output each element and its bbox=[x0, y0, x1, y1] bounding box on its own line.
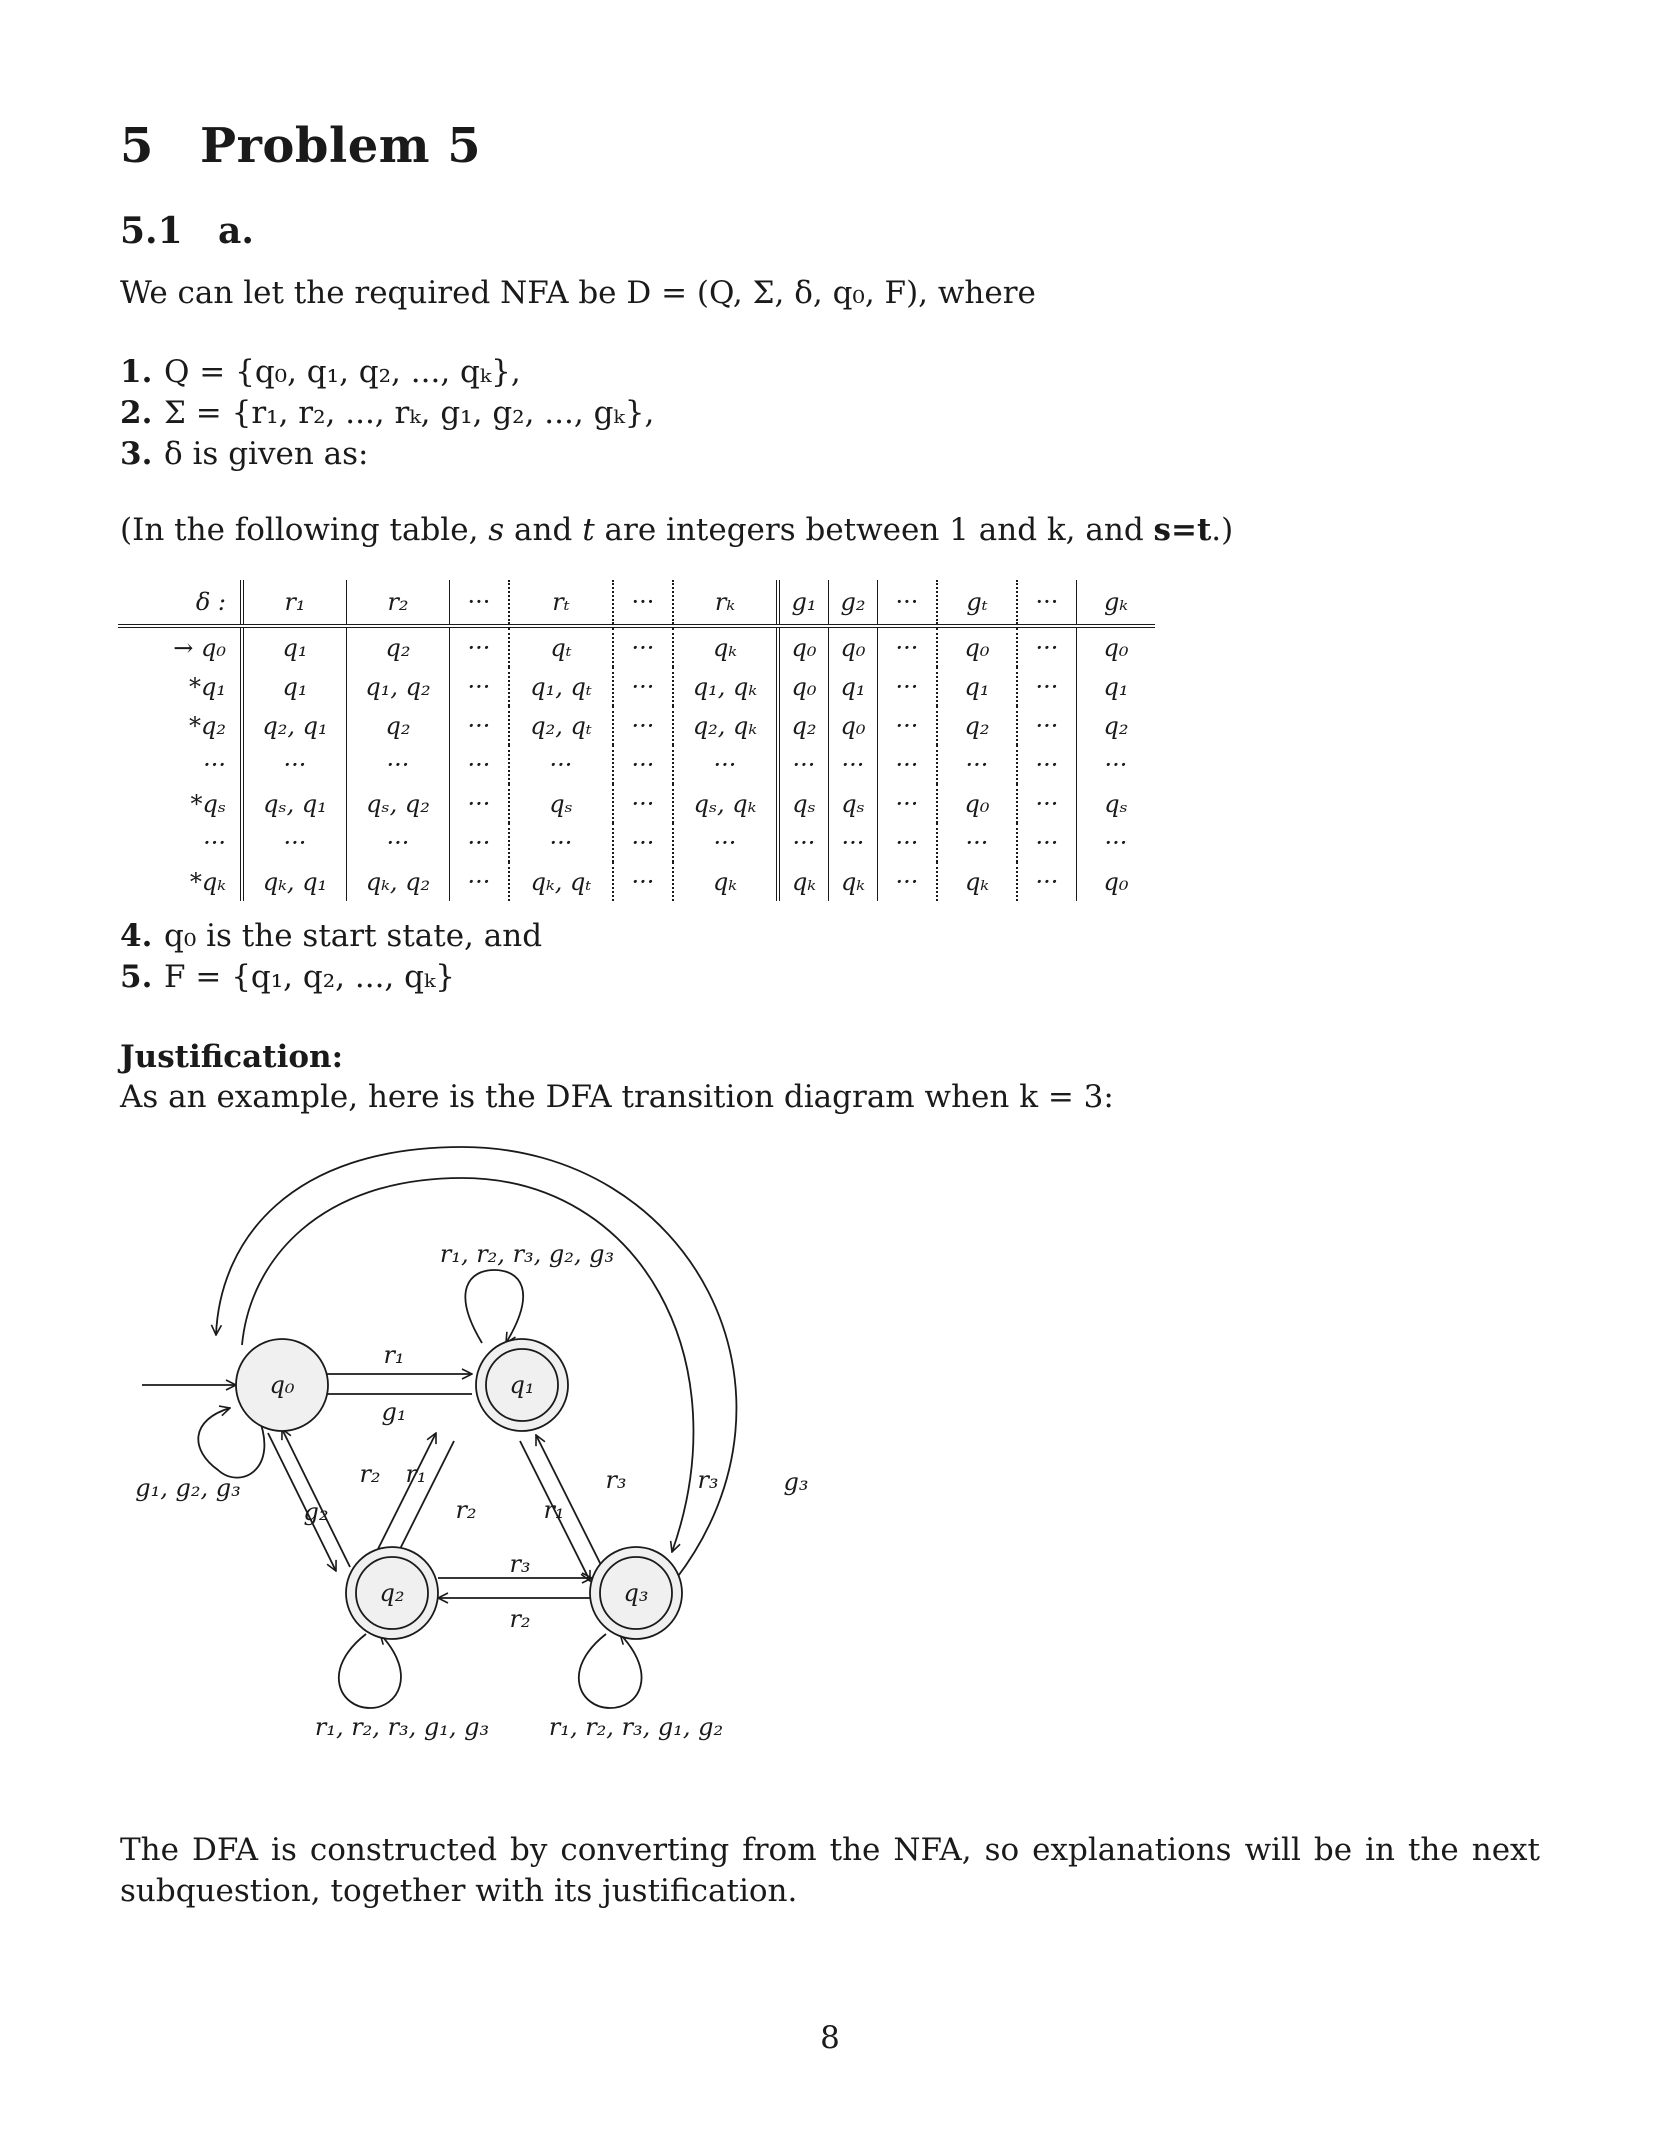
table-row bbox=[118, 823, 1155, 862]
list-item bbox=[120, 957, 542, 998]
table-cell: q₀ bbox=[778, 667, 829, 706]
label-q2-self: r₁, r₂, r₃, g₁, g₃ bbox=[314, 1713, 490, 1741]
table-cell: q₂ bbox=[1077, 706, 1156, 745]
table-cell: q₂, qₖ bbox=[673, 706, 778, 745]
table-row bbox=[118, 784, 1155, 823]
table-header: gₖ bbox=[1077, 580, 1156, 626]
table-header: r₁ bbox=[242, 580, 347, 626]
table-header: g₂ bbox=[829, 580, 878, 626]
label-q0-q3: r₃ bbox=[697, 1466, 719, 1494]
table-cell: ··· bbox=[778, 745, 829, 784]
table-cell: qₖ bbox=[673, 626, 778, 667]
list-item-text: q₀ is the start state, and bbox=[164, 918, 543, 954]
table-cell: q₂ bbox=[347, 626, 450, 667]
table-cell: qₛ, q₁ bbox=[242, 784, 347, 823]
table-cell: ··· bbox=[347, 823, 450, 862]
state-label-q0: q₀ bbox=[269, 1371, 295, 1399]
table-cell: q₁, q₂ bbox=[347, 667, 450, 706]
table-cell: q₀ bbox=[1077, 626, 1156, 667]
list-item-text: Q = {q₀, q₁, q₂, ..., qₖ}, bbox=[164, 354, 521, 390]
table-row bbox=[118, 862, 1155, 901]
section-number: 5 bbox=[120, 118, 154, 174]
label-q0-q2: r₂ bbox=[359, 1460, 381, 1488]
table-cell: ··· bbox=[450, 823, 510, 862]
table-cell: ··· bbox=[1017, 745, 1077, 784]
table-cell: q₁ bbox=[1077, 667, 1156, 706]
list-item-number: 5. bbox=[120, 959, 153, 995]
self-loop-q3 bbox=[579, 1634, 642, 1708]
table-cell: ··· bbox=[613, 626, 673, 667]
table-cell: qₜ bbox=[509, 626, 613, 667]
label-q3-q2: r₂ bbox=[509, 1605, 531, 1633]
definition-list-bottom bbox=[120, 916, 542, 998]
table-cell: q₁ bbox=[242, 667, 347, 706]
note-var-s: s bbox=[488, 512, 505, 548]
note-middle: are integers between 1 and k, and bbox=[594, 512, 1154, 548]
table-cell: qₖ bbox=[937, 862, 1017, 901]
table-cell: ··· bbox=[242, 823, 347, 862]
table-cell: q₀ bbox=[829, 626, 878, 667]
table-cell: q₂ bbox=[937, 706, 1017, 745]
table-cell: ··· bbox=[347, 745, 450, 784]
list-item bbox=[120, 434, 654, 475]
table-cell: q₁ bbox=[829, 667, 878, 706]
label-q1-q3: r₃ bbox=[605, 1466, 627, 1494]
table-cell: ··· bbox=[878, 823, 938, 862]
table-cell: qₖ bbox=[829, 862, 878, 901]
table-corner: δ : bbox=[118, 580, 242, 626]
table-cell: ··· bbox=[450, 862, 510, 901]
list-item-number: 1. bbox=[120, 354, 153, 390]
label-q0-q1: r₁ bbox=[383, 1341, 405, 1369]
label-q3-self: r₁, r₂, r₃, g₁, g₂ bbox=[548, 1713, 724, 1741]
table-cell: qₖ, q₂ bbox=[347, 862, 450, 901]
table-cell: qₖ bbox=[778, 862, 829, 901]
label-q3-q0: g₃ bbox=[783, 1468, 809, 1496]
table-cell: ··· bbox=[878, 784, 938, 823]
list-item-text: δ is given as: bbox=[164, 436, 369, 472]
table-cell: qₛ bbox=[509, 784, 613, 823]
table-cell: ··· bbox=[878, 706, 938, 745]
table-cell: ··· bbox=[829, 823, 878, 862]
table-cell: qₛ bbox=[778, 784, 829, 823]
table-header: ··· bbox=[878, 580, 938, 626]
table-cell: ··· bbox=[242, 745, 347, 784]
table-cell: qₛ bbox=[1077, 784, 1156, 823]
table-row-state: ··· bbox=[203, 828, 226, 857]
table-cell: ··· bbox=[878, 745, 938, 784]
table-cell: ··· bbox=[509, 745, 613, 784]
table-cell: q₁ bbox=[242, 626, 347, 667]
table-cell: ··· bbox=[450, 706, 510, 745]
table-cell: ··· bbox=[937, 745, 1017, 784]
self-loop-q1 bbox=[465, 1270, 523, 1343]
table-cell: q₂ bbox=[778, 706, 829, 745]
table-row-state: ··· bbox=[203, 750, 226, 779]
list-item bbox=[120, 916, 542, 957]
table-cell: ··· bbox=[613, 862, 673, 901]
label-q0-self: g₁, g₂, g₃ bbox=[135, 1474, 241, 1502]
table-note bbox=[120, 510, 1233, 551]
table-header: ··· bbox=[613, 580, 673, 626]
table-cell: ··· bbox=[1017, 862, 1077, 901]
table-row-state: *q₂ bbox=[189, 711, 226, 740]
section-title bbox=[120, 118, 481, 174]
table-cell: q₁ bbox=[937, 667, 1017, 706]
list-item-number: 4. bbox=[120, 918, 153, 954]
label-q3-q1: r₁ bbox=[543, 1496, 565, 1524]
table-cell: qₖ, q₁ bbox=[242, 862, 347, 901]
table-header: g₁ bbox=[778, 580, 829, 626]
note-suffix: .) bbox=[1211, 512, 1234, 548]
table-cell: q₀ bbox=[1077, 862, 1156, 901]
section-heading: Problem 5 bbox=[200, 118, 482, 174]
table-header: ··· bbox=[1017, 580, 1077, 626]
table-cell: ··· bbox=[1017, 667, 1077, 706]
table-header: gₜ bbox=[937, 580, 1017, 626]
table-row bbox=[118, 626, 1155, 667]
table-cell: q₂, qₜ bbox=[509, 706, 613, 745]
table-cell: qₛ, qₖ bbox=[673, 784, 778, 823]
label-q1-q0: g₁ bbox=[381, 1398, 407, 1426]
table-header: rₜ bbox=[509, 580, 613, 626]
state-label-q2: q₂ bbox=[379, 1579, 405, 1607]
table-body bbox=[118, 626, 1155, 901]
table-row bbox=[118, 745, 1155, 784]
self-loop-q2 bbox=[339, 1634, 401, 1708]
list-item-text: Σ = {r₁, r₂, ..., rₖ, g₁, g₂, ..., gₖ}, bbox=[164, 395, 655, 431]
table-cell: ··· bbox=[613, 745, 673, 784]
table-header: rₖ bbox=[673, 580, 778, 626]
justification-text: As an example, here is the DFA transition diagram when k = 3: bbox=[120, 1079, 1114, 1115]
table-row-state: *qₛ bbox=[190, 789, 226, 818]
table-cell: ··· bbox=[778, 823, 829, 862]
label-q2-q0: g₂ bbox=[303, 1498, 329, 1526]
label-q1-q2: r₂ bbox=[455, 1496, 477, 1524]
table-cell: q₁, qₜ bbox=[509, 667, 613, 706]
note-var-t: t bbox=[582, 512, 595, 548]
table-cell: q₁, qₖ bbox=[673, 667, 778, 706]
table-row bbox=[118, 706, 1155, 745]
label-q2-q1: r₁ bbox=[405, 1460, 427, 1488]
definition-list-top bbox=[120, 352, 654, 475]
table-cell: ··· bbox=[613, 706, 673, 745]
table-cell: qₛ bbox=[829, 784, 878, 823]
table-cell: ··· bbox=[673, 823, 778, 862]
table-header-row bbox=[118, 580, 1155, 626]
table-cell: ··· bbox=[1017, 626, 1077, 667]
table-cell: ··· bbox=[878, 626, 938, 667]
table-cell: q₀ bbox=[778, 626, 829, 667]
page-number: 8 bbox=[820, 2020, 840, 2056]
subsection-number: 5.1 bbox=[120, 210, 183, 252]
table-row-state: *q₁ bbox=[189, 672, 226, 701]
table-cell: ··· bbox=[1017, 823, 1077, 862]
transition-table bbox=[118, 580, 1155, 901]
table-cell: ··· bbox=[1077, 823, 1156, 862]
dfa-diagram bbox=[130, 1130, 830, 1770]
table-cell: ··· bbox=[829, 745, 878, 784]
justification-heading: Justification: bbox=[120, 1039, 344, 1075]
table-cell: ··· bbox=[450, 667, 510, 706]
table-cell: ··· bbox=[937, 823, 1017, 862]
table-cell: ··· bbox=[450, 745, 510, 784]
list-item-text: F = {q₁, q₂, ..., qₖ} bbox=[164, 959, 456, 995]
table-cell: ··· bbox=[1077, 745, 1156, 784]
table-row-state: *qₖ bbox=[189, 867, 226, 896]
table-cell: ··· bbox=[613, 667, 673, 706]
note-bold: s=t bbox=[1153, 512, 1212, 548]
table-cell: q₀ bbox=[937, 626, 1017, 667]
subsection-title bbox=[120, 210, 254, 252]
note-prefix: (In the following table, bbox=[120, 512, 489, 548]
list-item bbox=[120, 352, 654, 393]
intro-paragraph: We can let the required NFA be D = (Q, Σ, δ, q₀, F), where bbox=[120, 275, 1036, 311]
label-q1-self: r₁, r₂, r₃, g₂, g₃ bbox=[439, 1240, 615, 1268]
table-cell: ··· bbox=[509, 823, 613, 862]
label-q2-q3: r₃ bbox=[509, 1550, 531, 1578]
note-and: and bbox=[504, 512, 583, 548]
table-cell: q₂ bbox=[347, 706, 450, 745]
table-header: ··· bbox=[450, 580, 510, 626]
table-cell: ··· bbox=[450, 626, 510, 667]
table-cell: ··· bbox=[613, 823, 673, 862]
table-cell: qₖ bbox=[673, 862, 778, 901]
table-cell: ··· bbox=[613, 784, 673, 823]
subsection-heading: a. bbox=[218, 210, 254, 252]
table-cell: qₛ, q₂ bbox=[347, 784, 450, 823]
state-label-q3: q₃ bbox=[623, 1579, 649, 1607]
list-item bbox=[120, 393, 654, 434]
state-label-q1: q₁ bbox=[509, 1371, 535, 1399]
table-cell: ··· bbox=[878, 862, 938, 901]
table-cell: qₖ, qₜ bbox=[509, 862, 613, 901]
table-cell: ··· bbox=[450, 784, 510, 823]
table-cell: q₀ bbox=[829, 706, 878, 745]
table-row bbox=[118, 667, 1155, 706]
table-cell: ··· bbox=[673, 745, 778, 784]
table-cell: q₂, q₁ bbox=[242, 706, 347, 745]
table-cell: ··· bbox=[878, 667, 938, 706]
list-item-number: 2. bbox=[120, 395, 153, 431]
conclusion-paragraph: The DFA is constructed by converting from the NFA, so explanations will be in the next subquestion, together with its justification. bbox=[120, 1832, 1540, 1909]
list-item-number: 3. bbox=[120, 436, 153, 472]
table-cell: q₀ bbox=[937, 784, 1017, 823]
table-cell: ··· bbox=[1017, 784, 1077, 823]
table-cell: ··· bbox=[1017, 706, 1077, 745]
table-row-state: → q₀ bbox=[173, 633, 226, 662]
table-header: r₂ bbox=[347, 580, 450, 626]
